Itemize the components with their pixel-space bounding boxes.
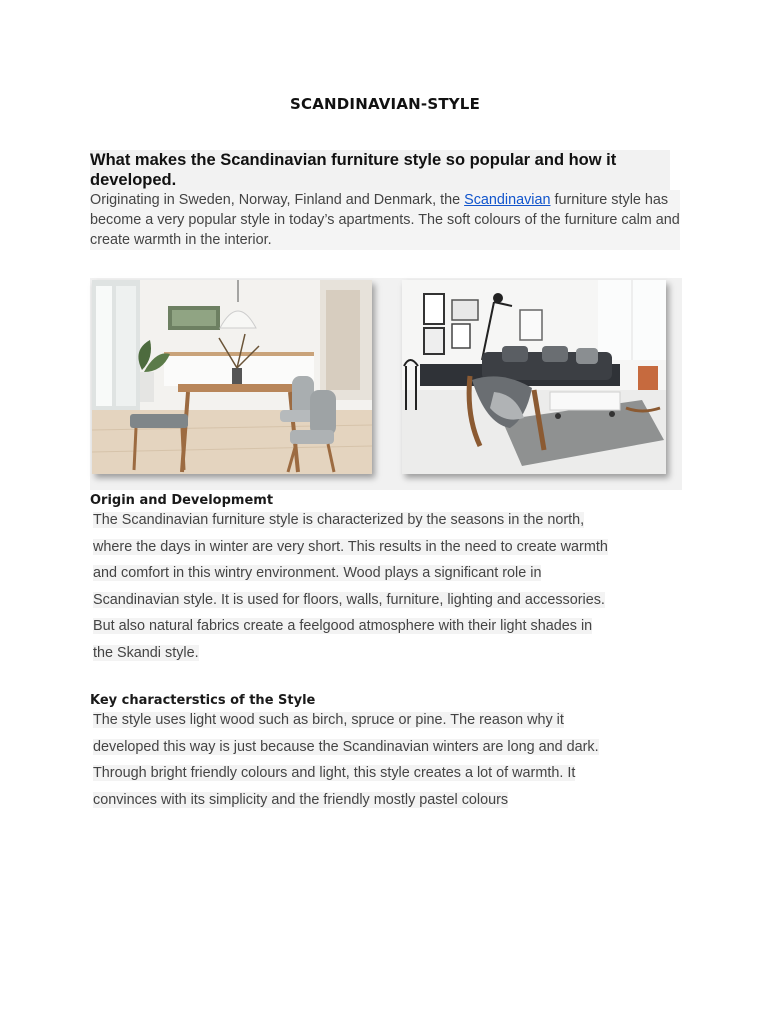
origin-paragraph — [93, 507, 653, 666]
text-line: The style uses light wood such as birch, spruce or pine. The reason why it — [93, 712, 564, 728]
intro-text-part1: Originating in Sweden, Norway, Finland and Denmark, the — [90, 192, 465, 208]
intro-heading: What makes the Scandinavian furniture style so popular and how it developed. — [90, 150, 670, 190]
dining-room-photo — [92, 280, 372, 474]
photo-row — [90, 278, 682, 490]
text-line: developed this way is just because the Scandinavian winters are long and dark. — [93, 738, 599, 755]
page-title: SCANDINAVIAN-STYLE — [289, 95, 481, 113]
origin-heading: Origin and Developmemt — [90, 493, 274, 508]
intro-text-part2: furniture style has become a very popular style in today’s apartments. The soft colours of the furniture calm and create warmth in the interior. — [90, 192, 680, 248]
text-line: But also natural fabrics create a feelgood atmosphere with their light shades in — [93, 618, 593, 634]
key-characteristics-paragraph — [93, 707, 653, 813]
text-line: and comfort in this wintry environment. Wood plays a significant role in — [93, 565, 542, 581]
scandinavian-link[interactable]: Scandinavian — [464, 192, 551, 208]
key-characteristics-heading: Key characterstics of the Style — [90, 693, 316, 708]
text-line: the Skandi style. — [93, 644, 199, 661]
text-line: Scandinavian style. It is used for floors, walls, furniture, lighting and accessories. — [93, 591, 605, 608]
living-room-photo — [402, 280, 666, 474]
text-line: The Scandinavian furniture style is characterized by the seasons in the north, — [93, 512, 585, 528]
text-line: Through bright friendly colours and light, this style creates a lot of warmth. It — [93, 765, 576, 781]
intro-paragraph — [90, 190, 680, 250]
text-line: convinces with its simplicity and the friendly mostly pastel colours — [93, 791, 509, 808]
text-line: where the days in winter are very short. This results in the need to create warmth — [93, 538, 608, 555]
